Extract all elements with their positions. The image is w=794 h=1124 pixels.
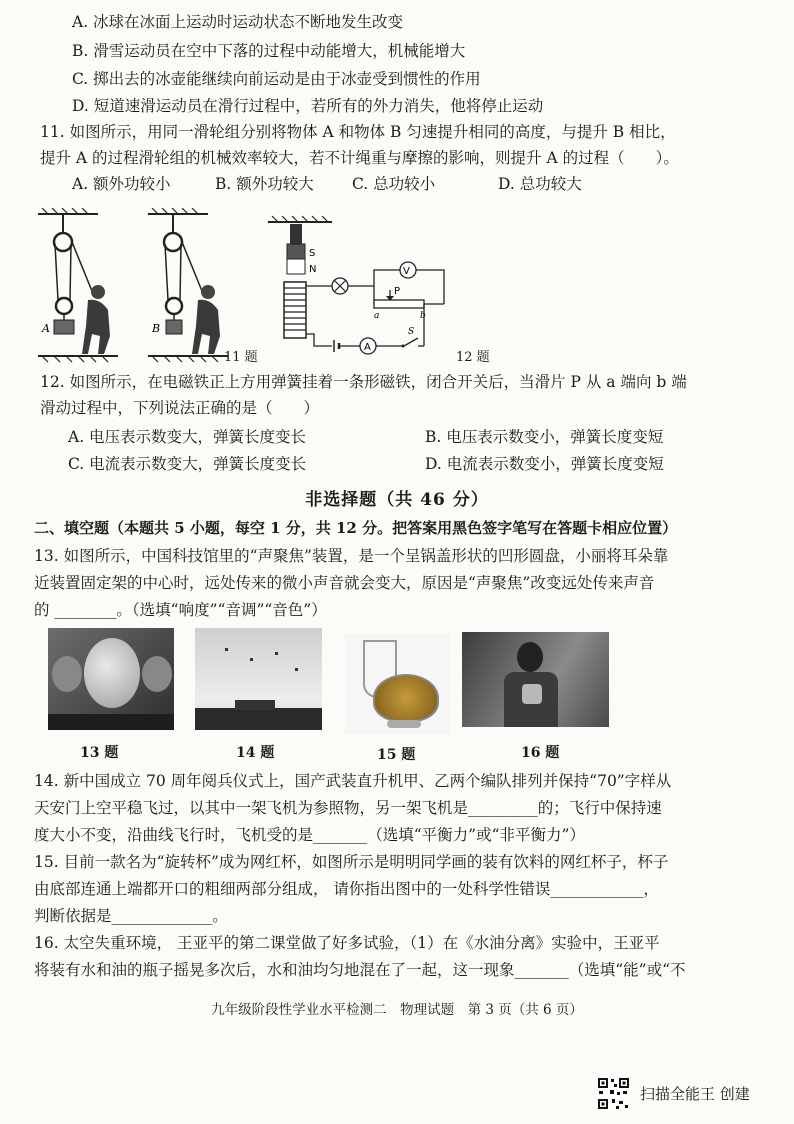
q12-option-b: B. 电压表示数变小，弹簧长度变短 — [425, 428, 664, 446]
q13-stem-line1: 13. 如图所示，中国科技馆里的“声聚焦”装置，是一个呈锅盖形状的凹形圆盘，小丽将耳朵靠 — [34, 547, 669, 565]
q16-stem-line2: 将装有水和油的瓶子摇晃多次后，水和油均匀地混在了一起，这一现象_______（选填“能”或“不 — [34, 961, 686, 979]
q14-stem-line1: 14. 新中国成立 70 周年阅兵仪式上，国产武装直升机甲、乙两个编队排列并保持“70”字样从 — [34, 772, 672, 790]
label-b: B — [152, 322, 161, 335]
q12-stem-line2: 滑动过程中，下列说法正确的是（ ） — [40, 399, 320, 417]
label-n: N — [309, 264, 317, 275]
end-a-label: a — [374, 311, 380, 321]
photo-15-caption: 15 题 — [377, 747, 416, 763]
photo-16-astronaut — [462, 632, 609, 727]
q15-stem-line3: 判断依据是_____________。 — [34, 907, 228, 925]
qr-code-icon — [597, 1077, 630, 1110]
q13-stem-line3: 的 ________。（选填“响度”“音调”“音色”） — [34, 601, 327, 619]
q16-stem-line1: 16. 太空失重环境， 王亚平的第二课堂做了好多试验，（1）在《水油分离》实验中，王亚平 — [34, 934, 660, 952]
figure-11-caption: 11 题 — [224, 350, 258, 365]
voltmeter-label: V — [403, 266, 410, 277]
photo-13-sound-focus — [48, 628, 174, 730]
q10-option-a: A. 冰球在冰面上运动时运动状态不断地发生改变 — [72, 13, 404, 31]
ammeter-label: A — [364, 342, 371, 353]
photo-15-rotating-cup — [345, 634, 450, 734]
q15-stem-line2: 由底部连通上端都开口的粗细两部分组成， 请你指出图中的一处科学性错误____________， — [34, 880, 659, 898]
q14-stem-line2: 天安门上空平稳飞过，以其中一架飞机为参照物，另一架飞机是_________的；飞行中保持速 — [34, 799, 662, 817]
figure-12-caption: 12 题 — [456, 350, 490, 365]
q10-option-d: D. 短道速滑运动员在滑行过程中，若所有的外力消失，他将停止运动 — [72, 97, 544, 115]
q14-stem-line3: 度大小不变，沿曲线飞行时，飞机受的是_______（选填“平衡力”或“非平衡力”） — [34, 826, 585, 844]
q12-option-d: D. 电流表示数变小，弹簧长度变短 — [425, 455, 664, 473]
q10-option-c: C. 掷出去的冰壶能继续向前运动是由于冰壶受到惯性的作用 — [72, 70, 481, 88]
end-b-label: b — [420, 311, 426, 321]
q15-stem-line1: 15. 目前一款名为“旋转杯”成为网红杯，如图所示是明明同学画的装有饮料的网红杯子，杯子 — [34, 853, 669, 871]
label-a: A — [42, 322, 50, 335]
q12-stem-line1: 12. 如图所示，在电磁铁正上方用弹簧挂着一条形磁铁，闭合开关后，当滑片 P 从 a 端向 b 端 — [40, 373, 687, 391]
q13-stem-line2: 近装置固定架的中心时，远处传来的微小声音就会变大，原因是“声聚焦”改变远处传来声音 — [34, 574, 655, 592]
slider-label: P — [394, 286, 401, 297]
figure-11-pulleys — [38, 208, 228, 364]
page-footer: 九年级阶段性学业水平检测二 物理试题 第 3 页（共 6 页） — [211, 1002, 583, 1018]
q11-option-c: C. 总功较小 — [352, 175, 436, 193]
q11-stem-line1: 11. 如图所示，用同一滑轮组分别将物体 A 和物体 B 匀速提升相同的高度，与提升 B 相比， — [40, 123, 676, 141]
q10-option-b: B. 滑雪运动员在空中下落的过程中动能增大，机械能增大 — [72, 42, 466, 60]
figure-12-circuit — [262, 214, 462, 362]
section2-header: 二、填空题（本题共 5 小题，每空 1 分，共 12 分。把答案用黑色签字笔写在答题卡相应位置） — [34, 519, 678, 537]
q11-option-d: D. 总功较大 — [498, 175, 582, 193]
label-s: S — [309, 248, 316, 259]
q11-stem-line2: 提升 A 的过程滑轮组的机械效率较大，若不计绳重与摩擦的影响，则提升 A 的过程（ ）。 — [40, 149, 679, 167]
q12-option-a: A. 电压表示数变大，弹簧长度变长 — [68, 428, 307, 446]
photo-13-caption: 13 题 — [80, 745, 119, 761]
q11-option-b: B. 额外功较大 — [215, 175, 314, 193]
section-title: 非选择题（共 46 分） — [305, 490, 489, 510]
q12-option-c: C. 电流表示数变大，弹簧长度变长 — [68, 455, 307, 473]
q11-option-a: A. 额外功较小 — [72, 175, 171, 193]
photo-16-caption: 16 题 — [521, 745, 560, 761]
switch-label: S — [408, 327, 415, 337]
photo-14-helicopters — [195, 628, 322, 730]
photo-14-caption: 14 题 — [236, 745, 275, 761]
watermark-text: 扫描全能王 创建 — [640, 1085, 750, 1103]
